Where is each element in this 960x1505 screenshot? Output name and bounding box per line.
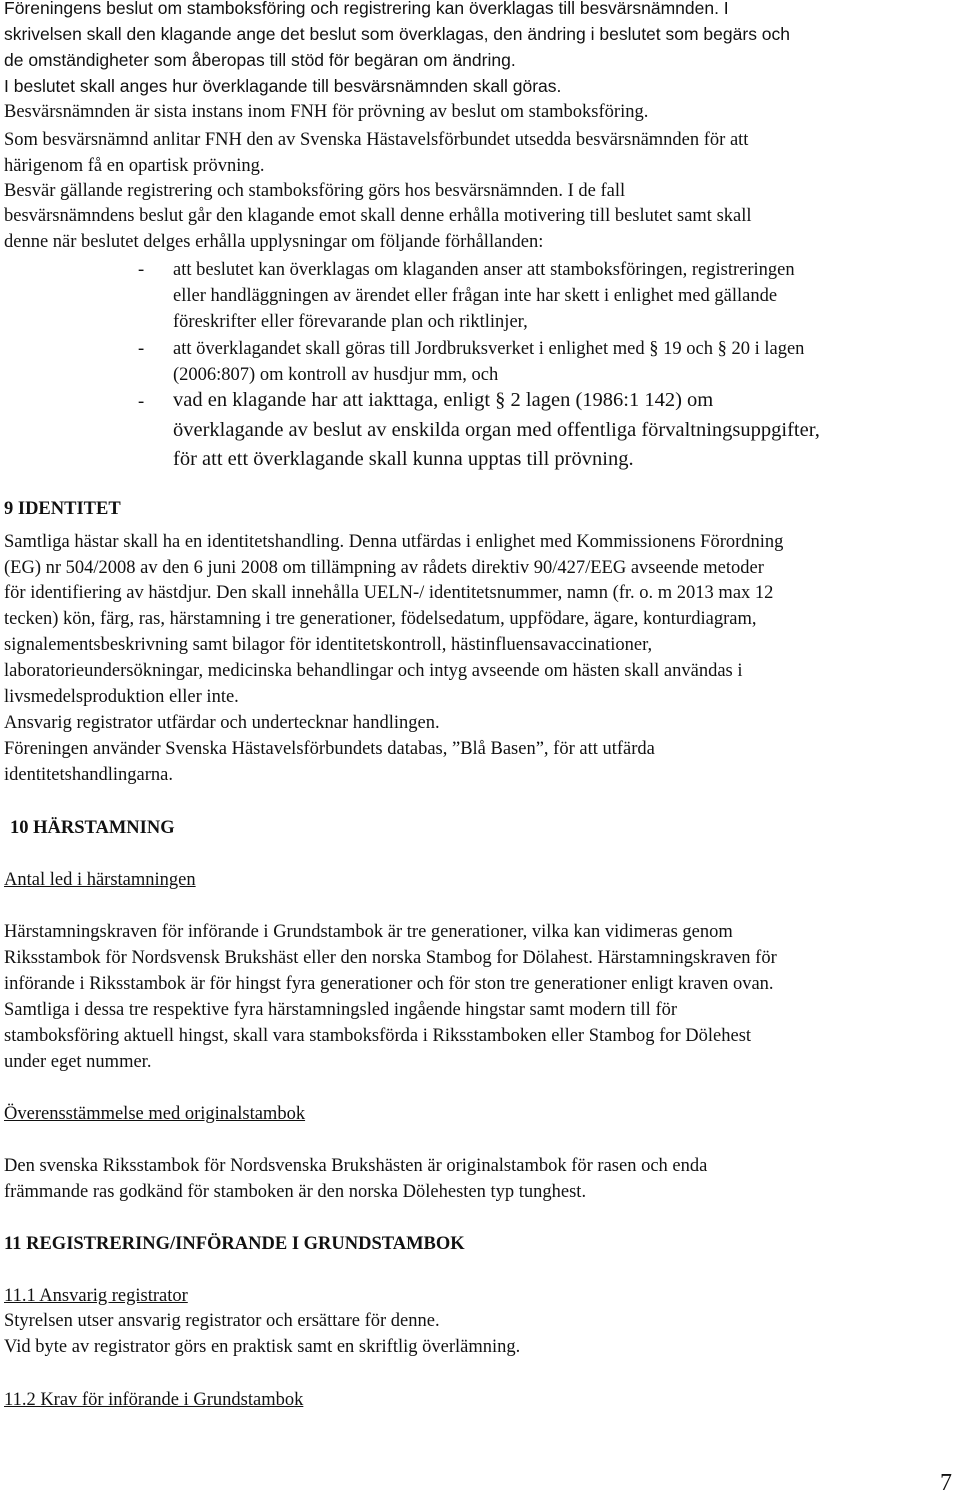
bullet-line: (2006:807) om kontroll av husdjur mm, och xyxy=(173,365,499,385)
body-line: för identifiering av hästdjur. Den skall innehålla UELN-/ identitetsnummer, namn (fr. o. m 2013 max 12 xyxy=(4,583,774,603)
body-line: Vid byte av registrator görs en praktisk samt en skriftlig överlämning. xyxy=(4,1337,521,1357)
body-line: stamboksföring aktuell hingst, skall vara stamboksförda i Riksstamboken eller Stambog for Dölehest xyxy=(4,1026,752,1046)
body-line: livsmedelsproduktion eller inte. xyxy=(4,687,239,707)
body-line: Riksstambok för Nordsvensk Brukshäst eller den norska Stambog for Dölahest. Härstamningskraven för xyxy=(4,948,777,968)
subsection-heading: 11.1 Ansvarig registrator xyxy=(4,1286,188,1306)
section-heading: 11 REGISTRERING/INFÖRANDE I GRUNDSTAMBOK xyxy=(4,1234,465,1254)
body-line: denne när beslutet delges erhålla upplysningar om följande förhållanden: xyxy=(4,232,544,252)
bullet-line: eller handläggningen av ärendet eller frågan inte har skett i enlighet med gällande xyxy=(173,286,778,306)
body-line: härigenom få en opartisk prövning. xyxy=(4,156,265,176)
body-line: främmande ras godkänd för stamboken är den norska Dölehesten typ tunghest. xyxy=(4,1182,587,1202)
bullet-dash: - xyxy=(138,260,145,280)
section-heading: 9 IDENTITET xyxy=(4,499,121,519)
body-line: signalementsbeskrivning samt bilagor för identitetskontroll, hästinfluensavaccinationer, xyxy=(4,635,653,655)
body-line: Samtliga hästar skall ha en identitetshandling. Denna utfärdas i enlighet med Kommissionens Förordning xyxy=(4,532,784,552)
body-line: tecken) kön, färg, ras, härstamning i tre generationer, födelsedatum, uppfödare, ägare, konturdiagram, xyxy=(4,609,757,629)
body-line: Styrelsen utser ansvarig registrator och ersättare för denne. xyxy=(4,1311,440,1331)
body-line: Den svenska Riksstambok för Nordsvenska Brukshästen är originalstambok för rasen och enda xyxy=(4,1156,708,1176)
body-line: besvärsnämndens beslut går den klagande emot skall denne erhålla motivering till beslutet samt skall xyxy=(4,206,752,226)
body-line: laboratorieundersökningar, medicinska behandlingar och intyg avseende om hästen skall användas i xyxy=(4,661,743,681)
bullet-line: för att ett överklagande skall kunna upptas till prövning. xyxy=(173,448,634,470)
body-line: Föreningens beslut om stamboksföring och registrering kan överklagas till besvärsnämnden. I xyxy=(4,0,729,18)
body-line: Ansvarig registrator utfärdar och undertecknar handlingen. xyxy=(4,713,440,733)
body-line: Samtliga i dessa tre respektive fyra härstamningsled ingående hingstar samt modern till för xyxy=(4,1000,678,1020)
body-line: de omständigheter som åberopas till stöd för begäran om ändring. xyxy=(4,50,516,70)
body-line: (EG) nr 504/2008 av den 6 juni 2008 om tillämpning av rådets direktiv 90/427/EEG avseende metoder xyxy=(4,558,764,578)
body-line: under eget nummer. xyxy=(4,1052,152,1072)
subsection-heading: Antal led i härstamningen xyxy=(4,870,196,890)
body-line: I beslutet skall anges hur överklagande till besvärsnämnden skall göras. xyxy=(4,76,562,96)
body-line: skrivelsen skall den klagande ange det beslut som överklagas, den ändring i beslutet som begärs och xyxy=(4,24,791,44)
subsection-heading: 11.2 Krav för införande i Grundstambok xyxy=(4,1390,304,1410)
subsection-heading: Överensstämmelse med originalstambok xyxy=(4,1104,306,1124)
body-line: Härstamningskraven för införande i Grundstambok är tre generationer, vilka kan vidimeras genom xyxy=(4,922,733,942)
body-line: Besvär gällande registrering och stamboksföring görs hos besvärsnämnden. I de fall xyxy=(4,181,626,201)
bullet-dash: - xyxy=(138,392,145,412)
body-line: Besvärsnämnden är sista instans inom FNH för prövning av beslut om stamboksföring. xyxy=(4,102,649,122)
body-line: införande i Riksstambok är för hingst fyra generationer och för ston tre generationer enligt kraven ovan. xyxy=(4,974,774,994)
section-heading: 10 HÄRSTAMNING xyxy=(10,818,175,838)
bullet-line: vad en klagande har att iakttaga, enligt § 2 lagen (1986:1 142) om xyxy=(173,389,714,411)
body-line: identitetshandlingarna. xyxy=(4,765,174,785)
bullet-line: överklagande av beslut av enskilda organ med offentliga förvaltningsuppgifter, xyxy=(173,419,820,441)
bullet-dash: - xyxy=(138,339,145,359)
page-number: 7 xyxy=(940,1470,952,1496)
bullet-line: att överklagandet skall göras till Jordbruksverket i enlighet med § 19 och § 20 i lagen xyxy=(173,339,805,359)
body-line: Föreningen använder Svenska Hästavelsförbundets databas, ”Blå Basen”, för att utfärda xyxy=(4,739,655,759)
body-line: Som besvärsnämnd anlitar FNH den av Svenska Hästavelsförbundet utsedda besvärsnämnden för att xyxy=(4,130,749,150)
bullet-line: att beslutet kan överklagas om klaganden anser att stamboksföringen, registreringen xyxy=(173,260,795,280)
bullet-line: föreskrifter eller förevarande plan och riktlinjer, xyxy=(173,312,528,332)
